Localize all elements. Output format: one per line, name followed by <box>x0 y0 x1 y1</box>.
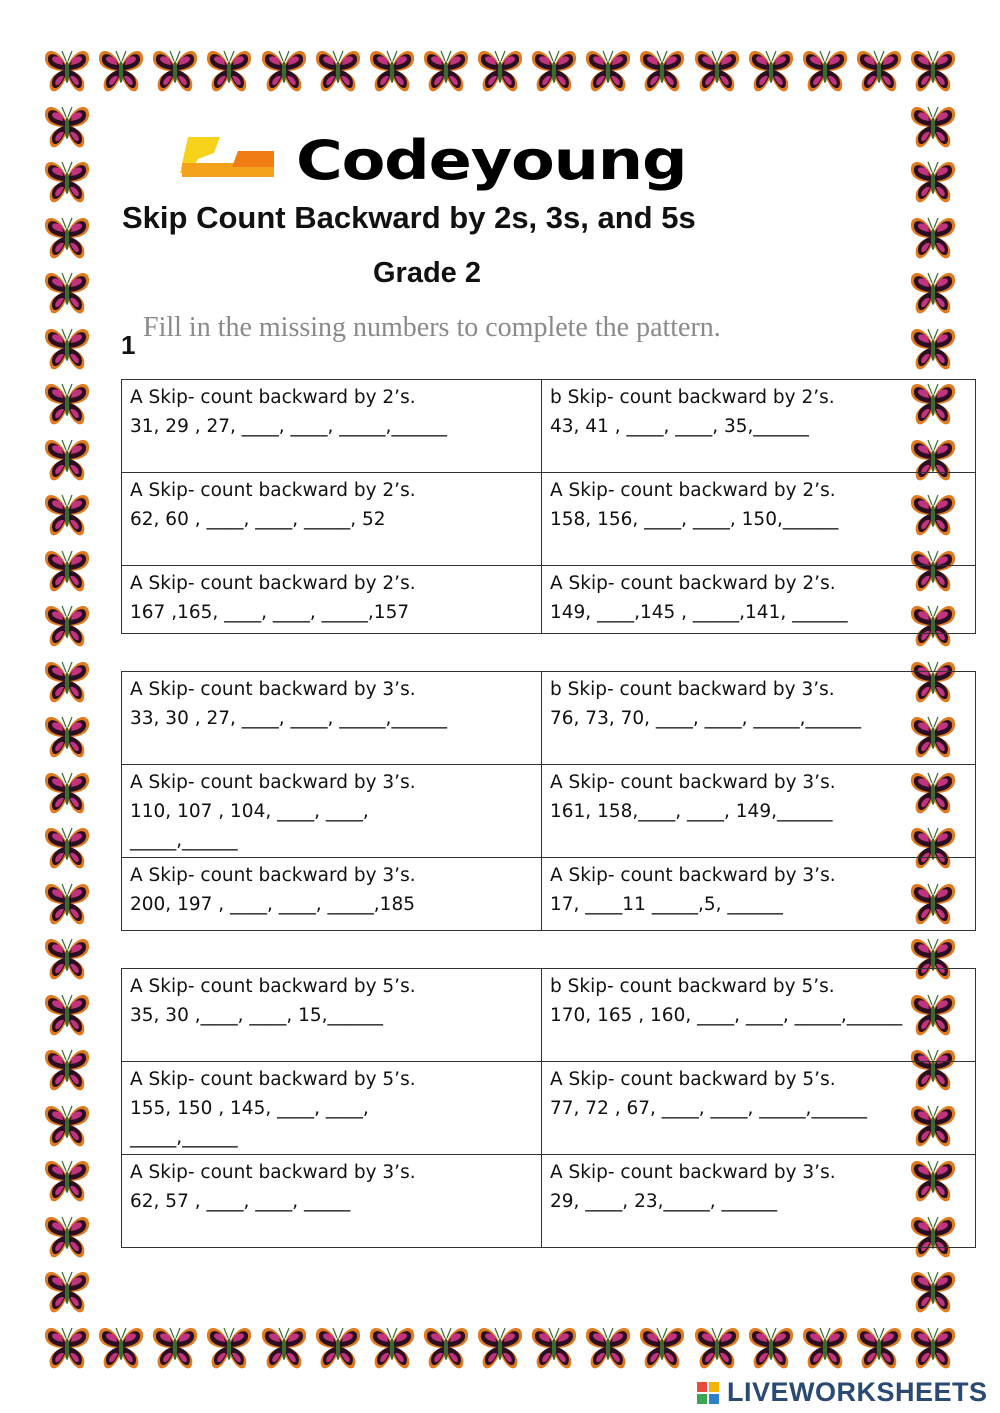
table-row <box>122 969 976 1062</box>
butterfly-icon <box>583 1322 633 1372</box>
butterfly-icon <box>908 156 958 206</box>
butterfly-icon <box>42 434 92 484</box>
problem-label: b Skip- count backward by 2’s. <box>550 387 835 408</box>
butterfly-icon <box>42 323 92 373</box>
butterfly-icon <box>908 1322 958 1372</box>
butterfly-icon <box>42 1100 92 1150</box>
butterfly-icon <box>150 45 200 95</box>
butterfly-icon <box>42 656 92 706</box>
butterfly-icon <box>42 933 92 983</box>
number-sequence[interactable]: 43, 41 , ____, ____, 35,______ <box>550 416 809 437</box>
butterfly-icon <box>908 267 958 317</box>
problem-label: A Skip- count backward by 3’s. <box>130 679 416 700</box>
butterfly-icon <box>42 378 92 428</box>
butterfly-icon <box>259 45 309 95</box>
table-row <box>122 1062 976 1155</box>
butterfly-icon <box>96 1322 146 1372</box>
butterfly-icon <box>204 45 254 95</box>
butterfly-icon <box>42 822 92 872</box>
problem-cell <box>122 765 542 858</box>
butterfly-icon <box>583 45 633 95</box>
question-instruction: Fill in the missing numbers to complete the pattern. <box>143 312 721 343</box>
number-sequence[interactable]: 17, ____11 _____,5, ______ <box>550 894 783 915</box>
butterfly-icon <box>42 600 92 650</box>
problem-cell <box>122 1155 542 1248</box>
butterfly-icon <box>42 989 92 1039</box>
problem-label: A Skip- count backward by 2’s. <box>550 480 836 501</box>
butterfly-icon <box>475 1322 525 1372</box>
butterfly-icon <box>908 212 958 262</box>
number-sequence[interactable]: 33, 30 , 27, ____, ____, _____,______ <box>130 708 447 729</box>
problem-cell <box>542 858 976 931</box>
number-sequence[interactable]: 155, 150 , 145, ____, ____, <box>130 1098 369 1119</box>
problem-cell <box>542 1062 976 1155</box>
table-row <box>122 1155 976 1248</box>
butterfly-icon <box>42 156 92 206</box>
butterfly-icon <box>367 1322 417 1372</box>
liveworksheets-logo-icon <box>697 1382 721 1406</box>
skip-count-table-3s <box>121 671 976 931</box>
problem-cell <box>122 672 542 765</box>
number-sequence[interactable]: 62, 60 , ____, ____, _____, 52 <box>130 509 386 530</box>
problem-label: b Skip- count backward by 3’s. <box>550 679 835 700</box>
question-number: 1 <box>121 330 136 360</box>
table-row <box>122 765 976 858</box>
butterfly-icon <box>204 1322 254 1372</box>
butterfly-icon <box>42 1322 92 1372</box>
table-row <box>122 380 976 473</box>
problem-cell <box>542 765 976 858</box>
butterfly-icon <box>42 1155 92 1205</box>
butterfly-icon <box>854 45 904 95</box>
problem-cell <box>542 566 976 634</box>
number-sequence[interactable]: 170, 165 , 160, ____, ____, _____,______ <box>550 1005 903 1026</box>
number-sequence[interactable]: 76, 73, 70, ____, ____, _____,______ <box>550 708 862 729</box>
butterfly-icon <box>529 45 579 95</box>
butterfly-icon <box>42 489 92 539</box>
number-sequence-continued[interactable]: _____,______ <box>130 1127 238 1148</box>
skip-count-table-5s <box>121 968 976 1248</box>
butterfly-icon <box>42 45 92 95</box>
butterfly-icon <box>150 1322 200 1372</box>
butterfly-icon <box>42 267 92 317</box>
number-sequence[interactable]: 77, 72 , 67, ____, ____, _____,______ <box>550 1098 867 1119</box>
butterfly-icon <box>42 1211 92 1261</box>
problem-label: A Skip- count backward by 3’s. <box>550 865 836 886</box>
butterfly-icon <box>313 45 363 95</box>
butterfly-icon <box>637 1322 687 1372</box>
codeyoung-logo-text: Codeyoung <box>296 129 687 192</box>
number-sequence-continued[interactable]: _____,______ <box>130 830 238 851</box>
butterfly-icon <box>908 323 958 373</box>
butterfly-icon <box>746 1322 796 1372</box>
butterfly-icon <box>42 767 92 817</box>
butterfly-icon <box>637 45 687 95</box>
problem-cell <box>122 1062 542 1155</box>
problem-cell <box>542 473 976 566</box>
table-row <box>122 858 976 931</box>
problem-cell <box>122 473 542 566</box>
problem-label: A Skip- count backward by 3’s. <box>130 865 416 886</box>
problem-cell <box>542 969 976 1062</box>
butterfly-icon <box>854 1322 904 1372</box>
butterfly-icon <box>42 1044 92 1094</box>
skip-count-table-2s <box>121 379 976 634</box>
butterfly-icon <box>42 101 92 151</box>
problem-label: A Skip- count backward by 2’s. <box>130 573 416 594</box>
liveworksheets-text: LIVEWORKSHEETS <box>727 1377 988 1407</box>
number-sequence[interactable]: 167 ,165, ____, ____, _____,157 <box>130 602 410 623</box>
butterfly-icon <box>367 45 417 95</box>
butterfly-icon <box>421 1322 471 1372</box>
grade-label: Grade 2 <box>373 257 481 289</box>
problem-cell <box>122 566 542 634</box>
butterfly-icon <box>96 45 146 95</box>
problem-label: A Skip- count backward by 5’s. <box>130 976 416 997</box>
table-row <box>122 672 976 765</box>
butterfly-icon <box>800 1322 850 1372</box>
butterfly-icon <box>529 1322 579 1372</box>
butterfly-icon <box>259 1322 309 1372</box>
butterfly-icon <box>692 45 742 95</box>
problem-label: A Skip- count backward by 5’s. <box>550 1069 836 1090</box>
problem-cell <box>122 969 542 1062</box>
problem-label: b Skip- count backward by 5’s. <box>550 976 835 997</box>
table-row <box>122 473 976 566</box>
number-sequence[interactable]: 31, 29 , 27, ____, ____, _____,______ <box>130 416 447 437</box>
butterfly-icon <box>475 45 525 95</box>
butterfly-icon <box>421 45 471 95</box>
number-sequence[interactable]: 62, 57 , ____, ____, _____ <box>130 1191 351 1212</box>
butterfly-icon <box>908 101 958 151</box>
problem-cell <box>542 380 976 473</box>
page-title: Skip Count Backward by 2s, 3s, and 5s <box>122 200 696 235</box>
number-sequence[interactable]: 161, 158,____, ____, 149,______ <box>550 801 833 822</box>
problem-label: A Skip- count backward by 3’s. <box>550 772 836 793</box>
butterfly-icon <box>42 212 92 262</box>
butterfly-icon <box>746 45 796 95</box>
butterfly-icon <box>908 1266 958 1316</box>
problem-cell <box>122 380 542 473</box>
number-sequence[interactable]: 29, ____, 23,_____, ______ <box>550 1191 777 1212</box>
number-sequence[interactable]: 110, 107 , 104, ____, ____, <box>130 801 369 822</box>
codeyoung-logo <box>180 129 790 193</box>
codeyoung-logo-mark-icon <box>180 133 276 183</box>
problem-cell <box>542 1155 976 1248</box>
number-sequence[interactable]: 200, 197 , ____, ____, _____,185 <box>130 894 415 915</box>
problem-label: A Skip- count backward by 2’s. <box>130 480 416 501</box>
problem-label: A Skip- count backward by 3’s. <box>130 772 416 793</box>
problem-label: A Skip- count backward by 3’s. <box>550 1162 836 1183</box>
table-row <box>122 566 976 634</box>
butterfly-icon <box>42 711 92 761</box>
problem-cell <box>542 672 976 765</box>
problem-label: A Skip- count backward by 5’s. <box>130 1069 416 1090</box>
number-sequence[interactable]: 149, ____,145 , _____,141, ______ <box>550 602 848 623</box>
problem-label: A Skip- count backward by 3’s. <box>130 1162 416 1183</box>
number-sequence[interactable]: 158, 156, ____, ____, 150,______ <box>550 509 839 530</box>
butterfly-icon <box>42 878 92 928</box>
butterfly-icon <box>42 1266 92 1316</box>
butterfly-icon <box>908 45 958 95</box>
problem-label: A Skip- count backward by 2’s. <box>130 387 416 408</box>
butterfly-icon <box>800 45 850 95</box>
number-sequence[interactable]: 35, 30 ,____, ____, 15,______ <box>130 1005 384 1026</box>
problem-cell <box>122 858 542 931</box>
butterfly-icon <box>313 1322 363 1372</box>
butterfly-icon <box>692 1322 742 1372</box>
butterfly-icon <box>42 545 92 595</box>
problem-label: A Skip- count backward by 2’s. <box>550 573 836 594</box>
